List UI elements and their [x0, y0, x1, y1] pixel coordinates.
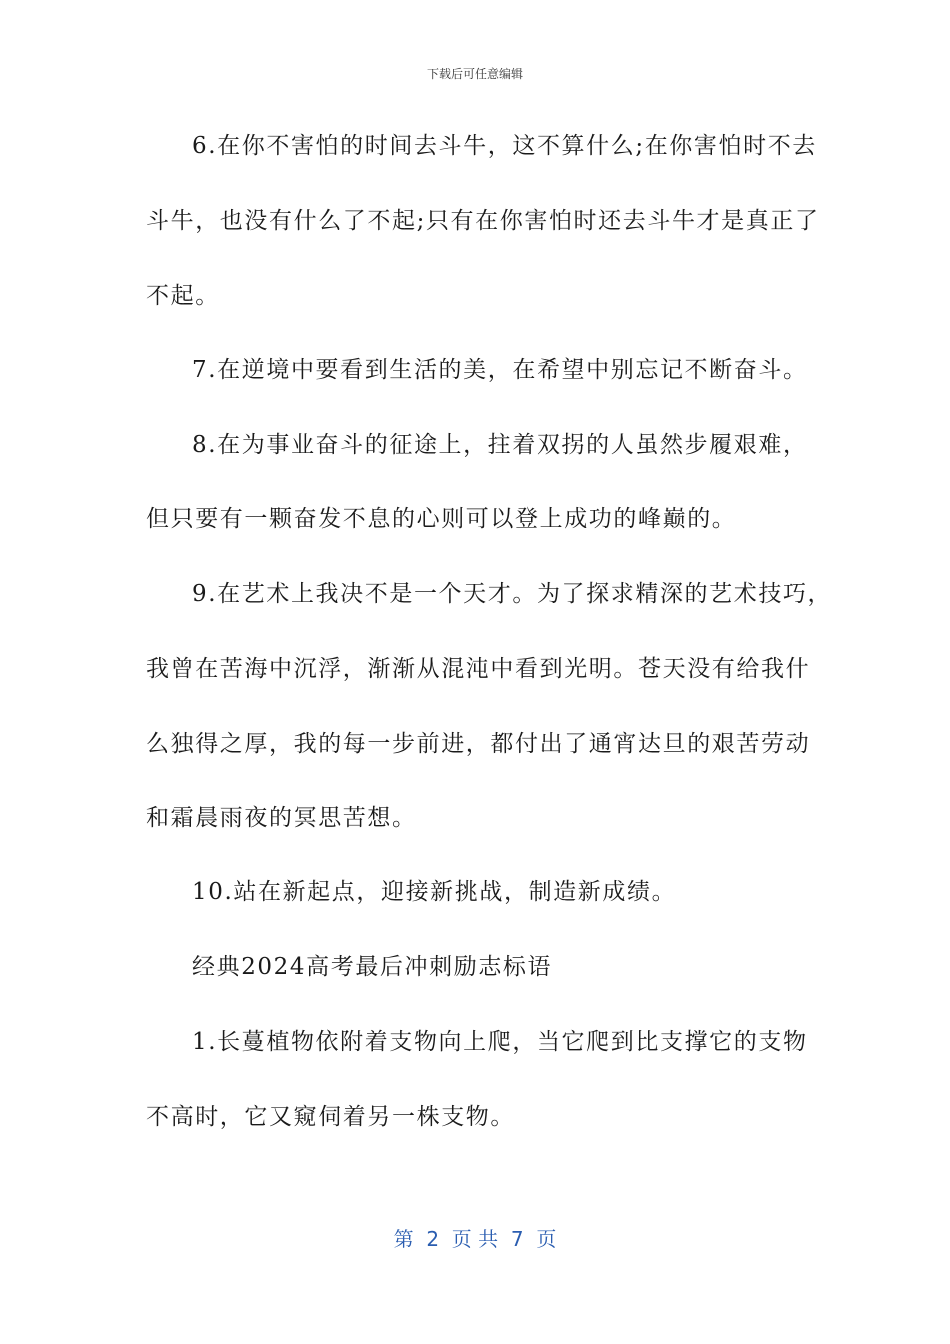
section-item-1-line-1: 1.长蔓植物依附着支物向上爬，当它爬到比支撑它的支物 — [192, 1029, 808, 1055]
page-header-note: 下载后可任意编辑 — [426, 67, 523, 81]
paragraph-9-line-4: 和霜晨雨夜的冥思苦想。 — [146, 805, 417, 831]
paragraph-8-line-2: 但只要有一颗奋发不息的心则可以登上成功的峰巅的。 — [146, 506, 737, 532]
paragraph-9-line-1: 9.在艺术上我决不是一个天才。为了探求精深的艺术技巧， — [192, 581, 833, 607]
paragraph-6-line-2: 斗牛，也没有什么了不起;只有在你害怕时还去斗牛才是真正了 — [146, 208, 820, 234]
section-heading: 经典2024高考最后冲刺励志标语 — [192, 954, 553, 980]
paragraph-8-line-1: 8.在为事业奋斗的征途上，拄着双拐的人虽然步履艰难， — [192, 432, 808, 458]
paragraph-9-line-2: 我曾在苦海中沉浮，渐渐从混沌中看到光明。苍天没有给我什 — [146, 656, 811, 682]
page-number-footer: 第 2 页 共 7 页 — [393, 1227, 557, 1251]
section-item-1-line-2: 不高时，它又窥伺着另一株支物。 — [146, 1104, 515, 1130]
paragraph-6-line-1: 6.在你不害怕的时间去斗牛，这不算什么;在你害怕时不去 — [192, 133, 817, 159]
paragraph-10-line-1: 10.站在新起点，迎接新挑战，制造新成绩。 — [192, 879, 677, 905]
paragraph-6-line-3: 不起。 — [146, 283, 220, 309]
paragraph-7-line-1: 7.在逆境中要看到生活的美，在希望中别忘记不断奋斗。 — [192, 357, 808, 383]
paragraph-9-line-3: 么独得之厚，我的每一步前进，都付出了通宵达旦的艰苦劳动 — [146, 731, 811, 757]
